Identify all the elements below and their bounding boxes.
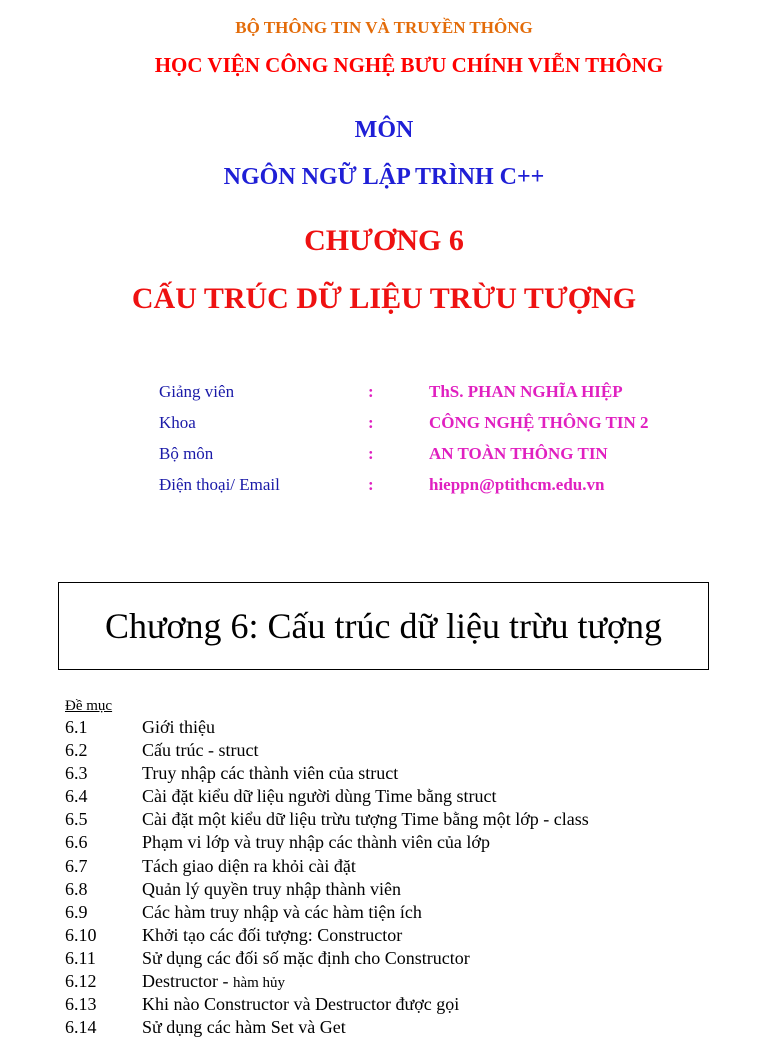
institute-name: HỌC VIỆN CÔNG NGHỆ BƯU CHÍNH VIỄN THÔNG (154, 53, 664, 77)
toc-text: Cài đặt một kiểu dữ liệu trừu tượng Time bằng một lớp - class (142, 809, 589, 830)
toc-text: Giới thiệu (142, 717, 216, 737)
info-row-lecturer (0, 380, 768, 404)
toc-number: 6.1 (65, 717, 88, 737)
chapter-title-box (58, 582, 709, 670)
toc-item (0, 716, 768, 739)
toc-item (0, 901, 768, 924)
toc-item (0, 762, 768, 785)
toc-item (0, 808, 768, 831)
toc-number: 6.4 (65, 786, 88, 807)
toc-item (0, 993, 768, 1016)
info-row-faculty (0, 411, 768, 435)
toc-text: Khởi tạo các đối tượng: Constructor (142, 924, 403, 945)
toc-number: 6.5 (65, 809, 88, 830)
toc-item (0, 855, 768, 878)
toc-number: 6.10 (65, 924, 97, 945)
toc-text: Truy nhập các thành viên của struct (142, 763, 399, 784)
toc-text: Sử dụng các đối số mặc định cho Constructor (142, 947, 470, 968)
toc-text: Tách giao diện ra khỏi cài đặt (142, 855, 356, 876)
toc-number: 6.3 (65, 763, 88, 784)
info-colon: : (368, 413, 374, 432)
toc-text: Sử dụng các hàm Set và Get (142, 1017, 346, 1038)
toc-number: 6.6 (65, 832, 88, 853)
chapter-title: CẤU TRÚC DỮ LIỆU TRỪU TƯỢNG (131, 282, 637, 315)
email-link[interactable]: hieppn@ptithcm.edu.vn (429, 475, 605, 494)
toc-text: Cài đặt kiểu dữ liệu người dùng Time bằng struct (142, 786, 497, 807)
toc-number: 6.2 (65, 740, 88, 761)
info-value: AN TOÀN THÔNG TIN (429, 444, 608, 463)
toc-number: 6.11 (65, 947, 96, 968)
info-label: Bộ môn (159, 444, 214, 463)
info-colon: : (368, 444, 374, 463)
info-label: Khoa (159, 413, 196, 432)
toc-list (0, 716, 768, 1039)
toc-text: Quản lý quyền truy nhập thành viên (142, 878, 401, 899)
subject-name: NGÔN NGỮ LẬP TRÌNH C++ (223, 164, 545, 190)
info-row-department (0, 442, 768, 466)
toc-text: Destructor - (142, 971, 233, 992)
toc-number: 6.7 (65, 855, 88, 876)
ministry-name: BỘ THÔNG TIN VÀ TRUYỀN THÔNG (235, 18, 533, 37)
toc-text: Phạm vi lớp và truy nhập các thành viên của lớp (142, 832, 490, 853)
toc-number: 6.14 (65, 1017, 97, 1038)
toc-item (0, 831, 768, 854)
toc-item (0, 739, 768, 762)
info-row-contact (0, 473, 768, 497)
toc-heading: Đề mục (65, 698, 113, 714)
toc-item (0, 947, 768, 970)
toc-text: Khi nào Constructor và Destructor được gọi (142, 994, 460, 1015)
toc-item (0, 970, 768, 993)
subject-label: MÔN (354, 117, 414, 143)
toc-number: 6.8 (65, 878, 88, 899)
toc-text-wrap (142, 970, 285, 995)
toc-item (0, 924, 768, 947)
info-value: CÔNG NGHỆ THÔNG TIN 2 (429, 413, 649, 432)
info-value: ThS. PHAN NGHĨA HIỆP (429, 382, 623, 401)
toc-number: 6.13 (65, 994, 97, 1015)
toc-item (0, 878, 768, 901)
chapter-number: CHƯƠNG 6 (304, 224, 464, 257)
box-title: Chương 6: Cấu trúc dữ liệu trừu tượng (104, 606, 663, 646)
toc-text: Cấu trúc - struct (142, 740, 259, 761)
toc-number: 6.9 (65, 901, 88, 922)
info-label: Giảng viên (159, 382, 235, 401)
info-label: Điện thoại/ Email (159, 475, 280, 494)
toc-item (0, 1016, 768, 1039)
toc-item (0, 785, 768, 808)
info-colon: : (368, 475, 374, 494)
toc-note: hàm hủy (232, 975, 286, 992)
info-colon: : (368, 382, 374, 401)
toc-number: 6.12 (65, 971, 97, 992)
toc-text: Các hàm truy nhập và các hàm tiện ích (142, 901, 422, 922)
